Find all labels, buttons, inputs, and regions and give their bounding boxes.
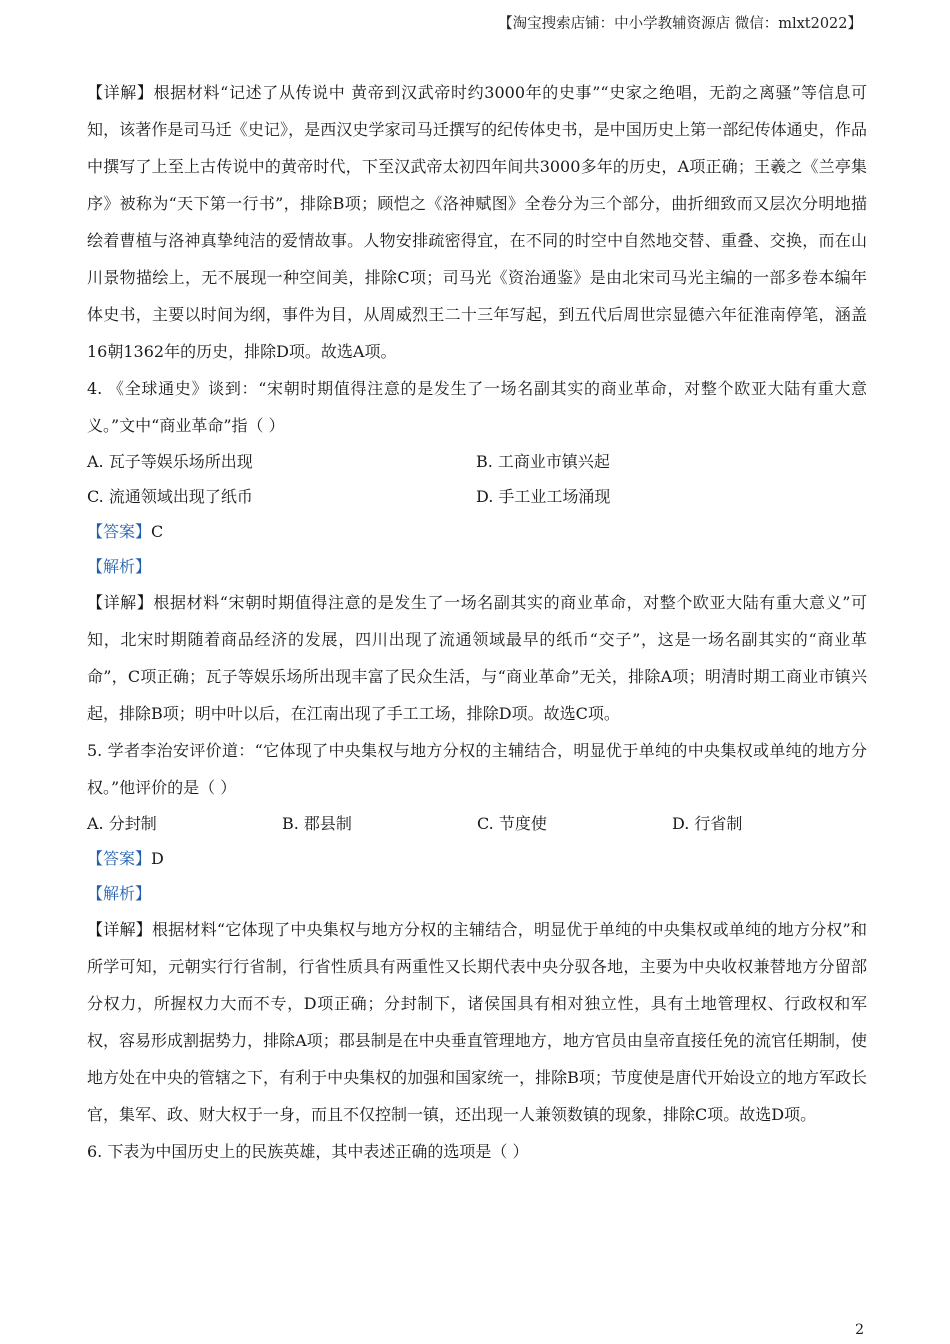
q5-option-a: A. 分封制 <box>87 814 157 833</box>
q4-option-a: A. 瓦子等娱乐场所出现 <box>87 452 253 471</box>
q4-option-c: C. 流通领域出现了纸币 <box>87 487 253 506</box>
q5-answer <box>87 841 867 876</box>
detail-tag: 【详解】 <box>87 83 154 102</box>
detail-tag: 【详解】 <box>87 593 154 612</box>
q5-stem: 5. 学者李治安评价道：“它体现了中央集权与地方分权的主辅结合，明显优于单纯的中央集权或单纯的地方分权。”他评价的是（ ） <box>87 741 867 797</box>
answer-value: C <box>151 522 164 541</box>
detail-text: 根据材料“记述了从传说中 黄帝到汉武帝时约3000年的史事”“史家之绝唱，无韵之离骚”等信息可知，该著作是司马迁《史记》，是西汉史学家司马迁撰写的纪传体史书，是中国历史上第一部纪传体通史，作品中撰写了上至上古传说中的黄帝时代，下至汉武帝太初四年间共3000多年的历史，A项正确；王羲之《兰亭集序》被称为“天下第一行书”，排除B项；顾恺之《洛神赋图》全卷分为三个部分，曲折细致而又层次分明地描绘着曹植与洛神真挚纯洁的爱情故事。人物安排疏密得宜，在不同的时空中自然地交替、重叠、交换，而在山川景物描绘上，无不展现一种空间美，排除C项；司马光《资治通鉴》是由北宋司马光主编的一部多卷本编年体史书，主要以时间为纲，事件为目，从周威烈王二十三年写起，到五代后周世宗显德六年征淮南停笔，涵盖16朝1362年的历史，排除D项。故选A项。 <box>87 83 867 361</box>
q5-option-c: C. 节度使 <box>477 814 547 833</box>
answer-value: D <box>151 849 164 868</box>
q4-option-b: B. 工商业市镇兴起 <box>476 452 610 471</box>
q4-options-row-2 <box>87 479 867 514</box>
detail-text: 根据材料“它体现了中央集权与地方分权的主辅结合，明显优于单纯的中央集权或单纯的地方分权”和所学可知，元朝实行行省制，行省性质具有两重性又长期代表中央分驭各地，主要为中央收权兼替地方分留部分权力，所握权力大而不专，D项正确；分封制下，诸侯国具有相对独立性，具有土地管理权、行政权和军权，容易形成割据势力，排除A项；郡县制是在中央垂直管理地方，地方官员由皇帝直接任免的流官任期制，使地方处在中央的管辖之下，有利于中央集权的加强和国家统一，排除B项；节度使是唐代开始设立的地方军政长官，集军、政、财大权于一身，而且不仅控制一镇，还出现一人兼领数镇的现象，排除C项。故选D项。 <box>87 920 867 1124</box>
q6-stem: 6. 下表为中国历史上的民族英雄，其中表述正确的选项是（ ） <box>87 1142 529 1161</box>
q4-stem: 4. 《全球通史》谈到：“宋朝时期值得注意的是发生了一场名副其实的商业革命，对整个欧亚大陆有重大意义。”文中“商业革命”指（ ） <box>87 379 867 435</box>
q5-detail <box>87 911 867 1133</box>
q4-options-row-1 <box>87 444 867 479</box>
page-number: 2 <box>855 1322 864 1338</box>
page-header: 【淘宝搜索店铺：中小学教辅资源店 微信：mlxt2022】 <box>498 16 862 32</box>
q4-option-d: D. 手工业工场涌现 <box>476 487 611 506</box>
q5-options <box>87 806 867 841</box>
q3-detail <box>87 74 867 370</box>
q5-option-d: D. 行省制 <box>672 814 743 833</box>
q4-answer <box>87 514 867 549</box>
q5-option-b: B. 郡县制 <box>282 814 352 833</box>
q5-analysis-tag: 【解析】 <box>87 884 152 903</box>
answer-tag: 【答案】 <box>87 522 152 541</box>
q4-detail <box>87 584 867 732</box>
detail-tag: 【详解】 <box>87 920 152 939</box>
document-body <box>87 74 867 1170</box>
answer-tag: 【答案】 <box>87 849 152 868</box>
q4-analysis-tag: 【解析】 <box>87 557 152 576</box>
detail-text: 根据材料“宋朝时期值得注意的是发生了一场名副其实的商业革命，对整个欧亚大陆有重大意义”可知，北宋时期随着商品经济的发展，四川出现了流通领域最早的纸币“交子”，这是一场名副其实的“商业革命”，C项正确；瓦子等娱乐场所出现丰富了民众生活，与“商业革命”无关，排除A项；明清时期工商业市镇兴起，排除B项；明中叶以后，在江南出现了手工工场，排除D项。故选C项。 <box>87 593 867 723</box>
